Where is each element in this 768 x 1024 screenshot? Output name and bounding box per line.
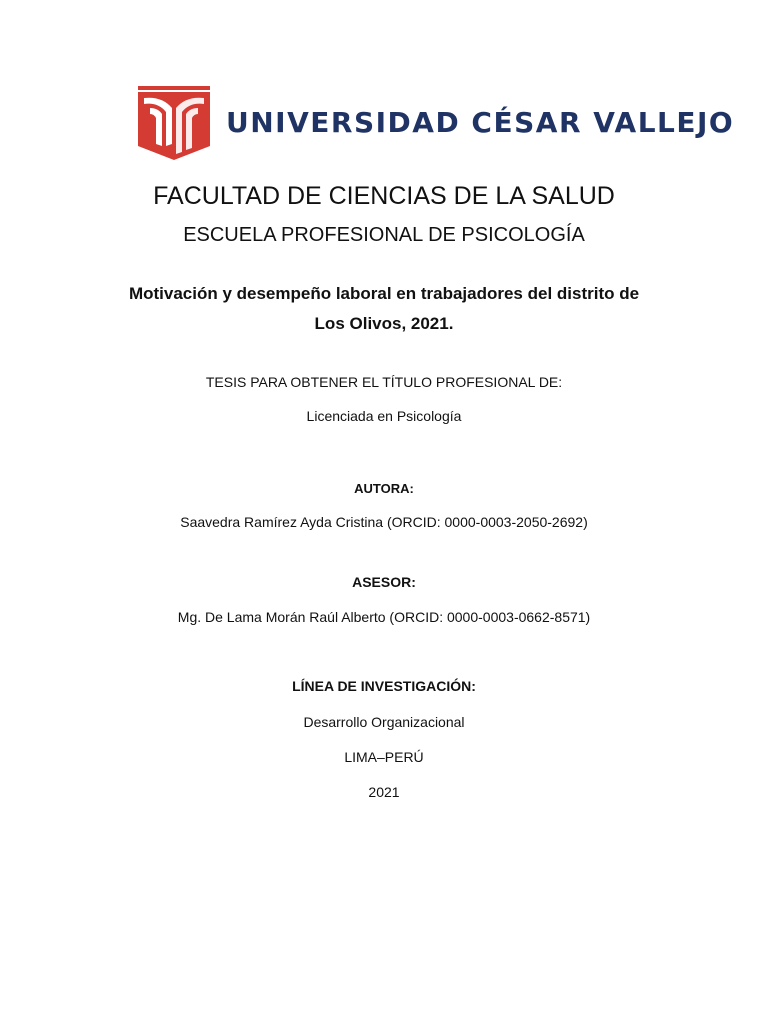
- degree-name: Licenciada en Psicología: [306, 408, 462, 424]
- advisor-name: Mg. De Lama Morán Raúl Alberto (ORCID: 0000-0003-0662-8571): [177, 609, 591, 625]
- city-country: LIMA–PERÚ: [344, 749, 424, 765]
- school-name: ESCUELA PROFESIONAL DE PSICOLOGÍA: [183, 224, 585, 246]
- thesis-title-line-2: Los Olivos, 2021.: [314, 314, 454, 333]
- university-logo: [136, 84, 735, 162]
- research-line-value: Desarrollo Organizacional: [303, 714, 465, 730]
- faculty-name: FACULTAD DE CIENCIAS DE LA SALUD: [153, 182, 615, 210]
- ucv-shield-logo-icon: [136, 84, 212, 162]
- thesis-purpose: TESIS PARA OBTENER EL TÍTULO PROFESIONAL DE:: [205, 374, 563, 390]
- advisor-heading: ASESOR:: [352, 574, 416, 590]
- research-line-heading: LÍNEA DE INVESTIGACIÓN:: [292, 678, 476, 694]
- author-heading: AUTORA:: [354, 481, 414, 496]
- thesis-title-line-1: Motivación y desempeño laboral en trabajadores del distrito de: [128, 284, 640, 303]
- year: 2021: [368, 784, 400, 800]
- author-name: Saavedra Ramírez Ayda Cristina (ORCID: 0000-0003-2050-2692): [180, 514, 588, 530]
- university-name: UNIVERSIDAD CÉSAR VALLEJO: [226, 106, 735, 139]
